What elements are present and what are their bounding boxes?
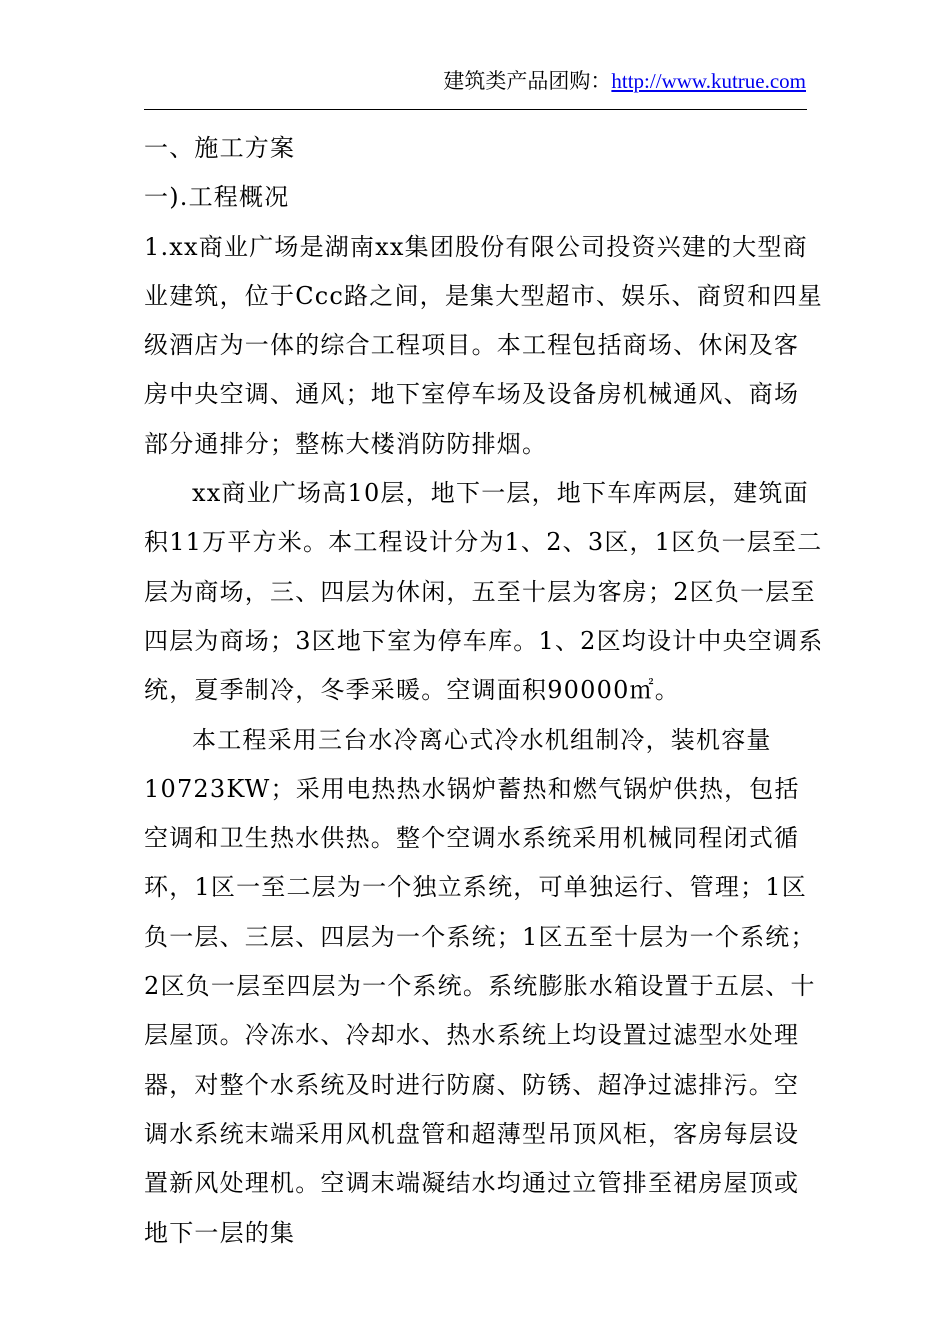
paragraph-hvac-system: 本工程采用三台水冷离心式冷水机组制冷，装机容量10723KW；采用电热热水锅炉蓄热和燃气锅炉供热，包括空调和卫生热水供热。整个空调水系统采用机械同程闭式循环，1区一至二层为一个独立系统，可单独运行、管理；1区负一层、三层、四层为一个系统；1区五至十层为一个系统；2区负一层至四层为一个系统。系统膨胀水箱设置于五层、十层屋顶。冷冻水、冷却水、热水系统上均设置过滤型水处理器，对整个水系统及时进行防腐、防锈、超净过滤排污。空调水系统末端采用风机盘管和超薄型吊顶风柜，客房每层设置新风处理机。空调末端凝结水均通过立管排至裙房屋顶或地下一层的集 [144,725,816,1247]
header-link[interactable]: http://www.kutrue.com [611,69,806,93]
header-divider [144,109,807,110]
subsection-heading: 一).工程概况 [144,183,290,212]
section-heading: 一、施工方案 [144,134,296,162]
paragraph-overview: 1.xx商业广场是湖南xx集团股份有限公司投资兴建的大型商业建筑，位于Ccc路之间，是集大型超市、娱乐、商贸和四星级酒店为一体的综合工程项目。本工程包括商场、休闲及客房中央空调、通风；地下室停车场及设备房机械通风、商场部分通排分；整栋大楼消防防排烟。 [144,232,823,458]
document-body [144,124,824,1258]
paragraph-building-info: xx商业广场高10层，地下一层，地下车库两层，建筑面积11万平方米。本工程设计分为1、2、3区，1区负一层至二层为商场，三、四层为休闲，五至十层为客房；2区负一层至四层为商场；3区地下室为停车库。1、2区均设计中央空调系统，夏季制冷，冬季采暖。空调面积90000㎡。 [144,479,824,705]
header-label: 建筑类产品团购： [443,69,612,93]
page-header [443,66,806,96]
